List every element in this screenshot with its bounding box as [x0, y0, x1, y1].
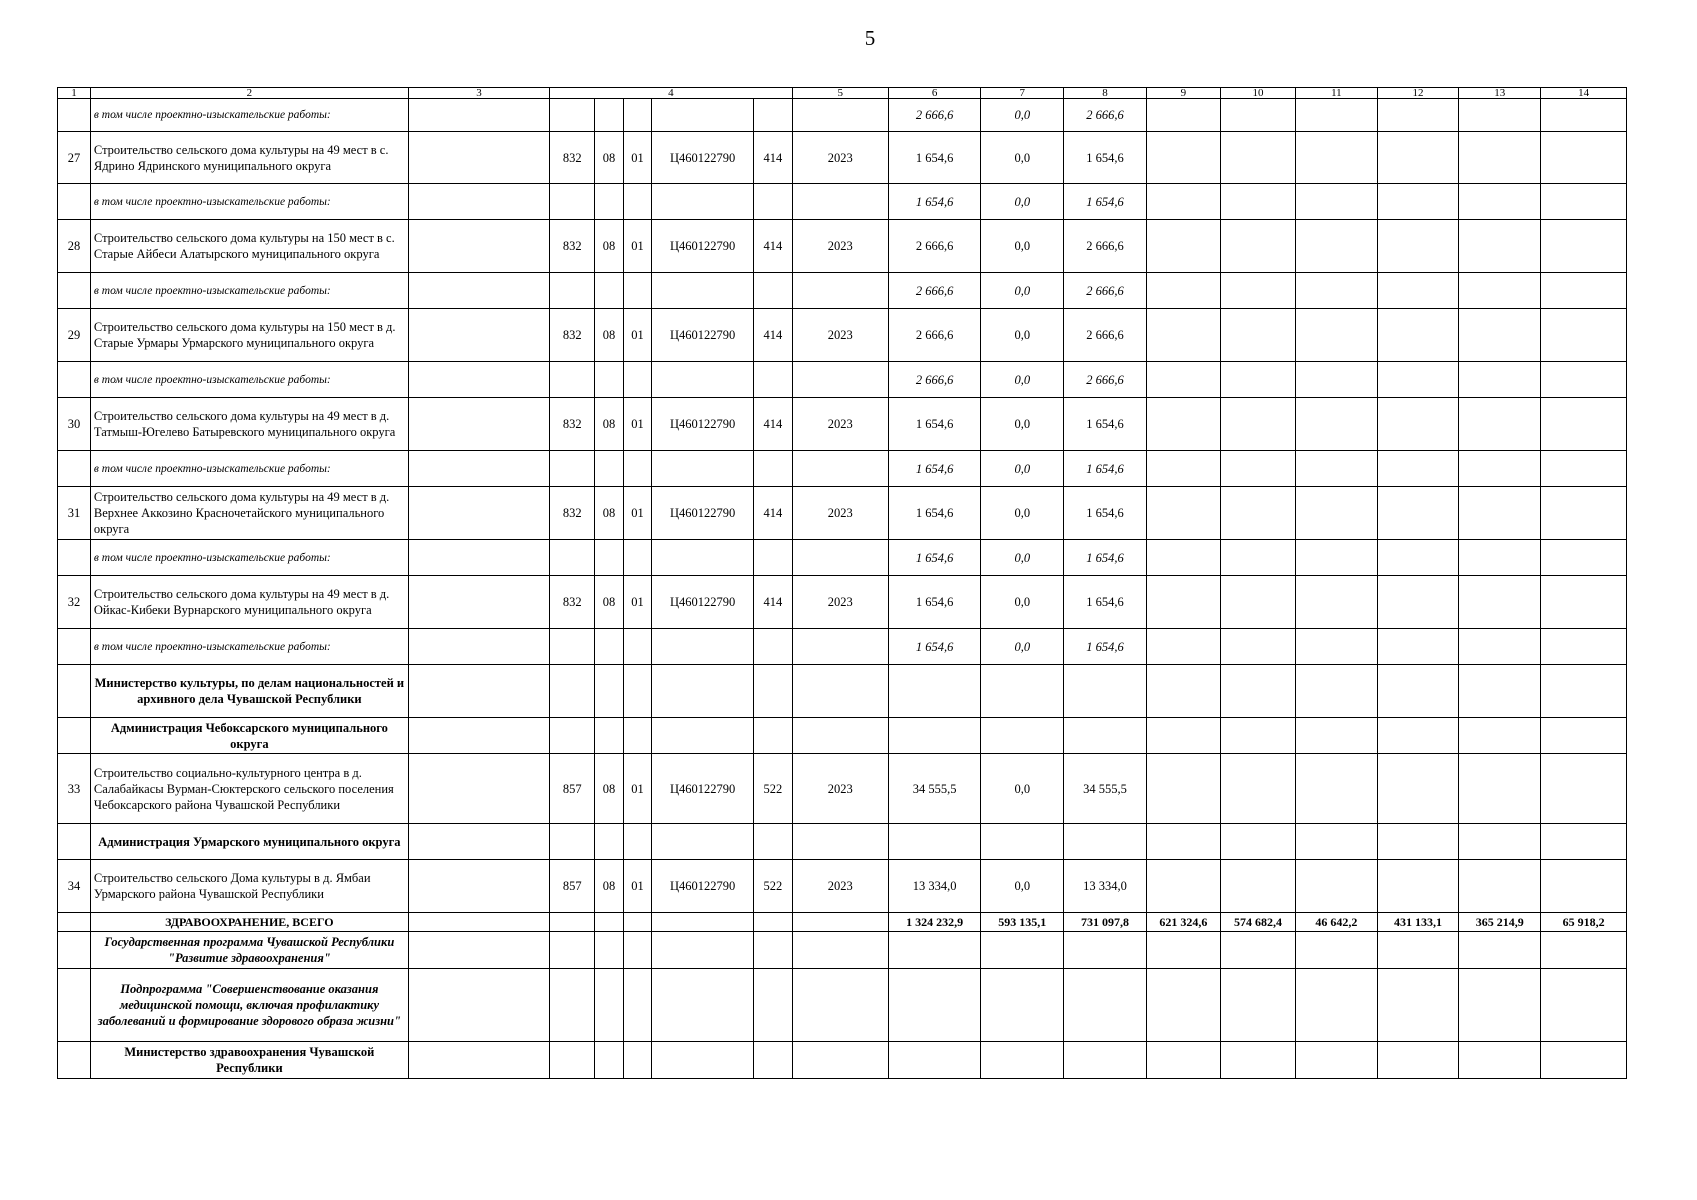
ministry-culture-heading: Министерство культуры, по делам национальностей и архивного дела Чувашской Республики [90, 665, 408, 718]
cell-vr: 522 [754, 754, 792, 824]
total-c11: 46 642,2 [1295, 913, 1377, 932]
row-number: 27 [58, 132, 91, 184]
program-heading: Государственная программа Чувашской Республики "Развитие здравоохранения" [90, 932, 408, 969]
cell-c6: 2 666,6 [889, 362, 981, 398]
total-c8: 731 097,8 [1064, 913, 1146, 932]
cell-vr: 414 [754, 220, 792, 273]
cell-rz: 08 [595, 398, 624, 451]
header-cell: 14 [1541, 88, 1627, 99]
cell-pr: 01 [623, 860, 652, 913]
budget-table [57, 87, 1627, 1079]
cell-c7: 0,0 [981, 754, 1064, 824]
table-row [58, 362, 1627, 398]
cell-year: 2023 [792, 487, 888, 540]
row-number: 28 [58, 220, 91, 273]
cell-c8: 1 654,6 [1064, 132, 1146, 184]
cell-c7: 0,0 [981, 860, 1064, 913]
table-row [58, 629, 1627, 665]
cell-c7: 0,0 [981, 398, 1064, 451]
cell-csr: Ц460122790 [652, 309, 754, 362]
cell-year: 2023 [792, 576, 888, 629]
cell-c6: 2 666,6 [889, 273, 981, 309]
header-cell: 9 [1146, 88, 1221, 99]
cell-vr: 414 [754, 309, 792, 362]
subline-label: в том числе проектно-изыскательские работы: [90, 540, 408, 576]
cell-pr: 01 [623, 576, 652, 629]
header-cell: 8 [1064, 88, 1146, 99]
cell-c8: 13 334,0 [1064, 860, 1146, 913]
cell-c6: 2 666,6 [889, 309, 981, 362]
subline-label: в том числе проектно-изыскательские работы: [90, 99, 408, 132]
cell-c6: 2 666,6 [889, 99, 981, 132]
cell-rz: 08 [595, 860, 624, 913]
header-cell: 10 [1221, 88, 1296, 99]
cell-c6: 1 654,6 [889, 487, 981, 540]
cell-pr: 01 [623, 309, 652, 362]
row-number: 34 [58, 860, 91, 913]
cell-c7: 0,0 [981, 362, 1064, 398]
total-c13: 365 214,9 [1459, 913, 1541, 932]
table-row [58, 718, 1627, 754]
cell-c6: 13 334,0 [889, 860, 981, 913]
cell-g: 857 [550, 860, 595, 913]
object-name: Строительство сельского дома культуры на 49 мест в д. Татмыш-Югелево Батыревского муниципального округа [90, 398, 408, 451]
total-c12: 431 133,1 [1377, 913, 1458, 932]
header-cell: 3 [408, 88, 549, 99]
cell-c8: 2 666,6 [1064, 362, 1146, 398]
cell-csr: Ц460122790 [652, 860, 754, 913]
object-name: Строительство сельского дома культуры на 150 мест в с. Старые Айбеси Алатырского муниципального округа [90, 220, 408, 273]
header-cell: 2 [90, 88, 408, 99]
cell-c7: 0,0 [981, 273, 1064, 309]
cell-c8: 1 654,6 [1064, 184, 1146, 220]
cell-c8: 2 666,6 [1064, 273, 1146, 309]
subline-label: в том числе проектно-изыскательские работы: [90, 451, 408, 487]
cell-csr: Ц460122790 [652, 132, 754, 184]
subline-label: в том числе проектно-изыскательские работы: [90, 362, 408, 398]
table-row [58, 309, 1627, 362]
cell-c7: 0,0 [981, 576, 1064, 629]
header-cell: 13 [1459, 88, 1541, 99]
object-name: Строительство сельского дома культуры на 49 мест в д. Верхнее Аккозино Красночетайского муниципального округа [90, 487, 408, 540]
table-row [58, 220, 1627, 273]
cell-rz: 08 [595, 132, 624, 184]
table-row [58, 969, 1627, 1042]
cell-year: 2023 [792, 860, 888, 913]
cell-vr: 414 [754, 487, 792, 540]
cell-rz: 08 [595, 220, 624, 273]
header-cell: 7 [981, 88, 1064, 99]
cell-csr: Ц460122790 [652, 754, 754, 824]
cell-g: 832 [550, 576, 595, 629]
admin-urmary-heading: Администрация Урмарского муниципального округа [90, 824, 408, 860]
ministry-health-heading: Министерство здравоохранения Чувашской Республики [90, 1042, 408, 1079]
cell-c8: 1 654,6 [1064, 398, 1146, 451]
header-cell: 11 [1295, 88, 1377, 99]
admin-cheboksary-heading: Администрация Чебоксарского муниципального округа [90, 718, 408, 754]
cell-g: 832 [550, 220, 595, 273]
cell-c8: 2 666,6 [1064, 309, 1146, 362]
cell-csr: Ц460122790 [652, 220, 754, 273]
header-cell: 6 [889, 88, 981, 99]
table-row [58, 824, 1627, 860]
row-number: 29 [58, 309, 91, 362]
total-label: ЗДРАВООХРАНЕНИЕ, ВСЕГО [90, 913, 408, 932]
cell-c8: 1 654,6 [1064, 487, 1146, 540]
cell-year: 2023 [792, 309, 888, 362]
cell-vr: 414 [754, 132, 792, 184]
cell-c6: 1 654,6 [889, 451, 981, 487]
cell-c6: 34 555,5 [889, 754, 981, 824]
cell-g: 832 [550, 487, 595, 540]
page-number: 5 [864, 26, 876, 50]
table-row [58, 132, 1627, 184]
cell-g: 832 [550, 132, 595, 184]
cell-pr: 01 [623, 754, 652, 824]
cell-c6: 1 654,6 [889, 132, 981, 184]
cell-c8: 34 555,5 [1064, 754, 1146, 824]
subprogram-heading: Подпрограмма "Совершенствование оказания медицинской помощи, включая профилактику заболеваний и формирование здорового образа жизни" [90, 969, 408, 1042]
cell-g: 832 [550, 309, 595, 362]
row-number: 31 [58, 487, 91, 540]
cell-c6: 2 666,6 [889, 220, 981, 273]
table-row [58, 665, 1627, 718]
table-row [58, 273, 1627, 309]
cell-pr: 01 [623, 132, 652, 184]
cell-g: 832 [550, 398, 595, 451]
cell-vr: 414 [754, 576, 792, 629]
table-row [58, 487, 1627, 540]
cell-c8: 1 654,6 [1064, 451, 1146, 487]
cell-c7: 0,0 [981, 451, 1064, 487]
table-row [58, 184, 1627, 220]
cell-c6: 1 654,6 [889, 184, 981, 220]
cell-g: 857 [550, 754, 595, 824]
total-c10: 574 682,4 [1221, 913, 1296, 932]
total-row [58, 913, 1627, 932]
total-c6: 1 324 232,9 [889, 913, 981, 932]
header-cell: 12 [1377, 88, 1458, 99]
object-name: Строительство сельского Дома культуры в д. Ямбаи Урмарского района Чувашской Республики [90, 860, 408, 913]
subline-label: в том числе проектно-изыскательские работы: [90, 629, 408, 665]
table-row [58, 860, 1627, 913]
cell-rz: 08 [595, 309, 624, 362]
total-c14: 65 918,2 [1541, 913, 1627, 932]
subline-label: в том числе проектно-изыскательские работы: [90, 273, 408, 309]
table-row [58, 932, 1627, 969]
object-name: Строительство сельского дома культуры на 49 мест в с. Ядрино Ядринского муниципального округа [90, 132, 408, 184]
cell-csr: Ц460122790 [652, 487, 754, 540]
row-number: 32 [58, 576, 91, 629]
cell-vr: 522 [754, 860, 792, 913]
cell-rz: 08 [595, 754, 624, 824]
cell-csr: Ц460122790 [652, 398, 754, 451]
cell-pr: 01 [623, 487, 652, 540]
cell-c6: 1 654,6 [889, 398, 981, 451]
cell-c8: 1 654,6 [1064, 540, 1146, 576]
table-row [58, 576, 1627, 629]
table-row [58, 540, 1627, 576]
cell-c7: 0,0 [981, 487, 1064, 540]
cell-c7: 0,0 [981, 132, 1064, 184]
row-number: 33 [58, 754, 91, 824]
total-c7: 593 135,1 [981, 913, 1064, 932]
cell-c8: 1 654,6 [1064, 576, 1146, 629]
table-row [58, 99, 1627, 132]
cell-pr: 01 [623, 398, 652, 451]
cell-year: 2023 [792, 398, 888, 451]
cell-c7: 0,0 [981, 629, 1064, 665]
header-cell: 5 [792, 88, 888, 99]
table-row [58, 451, 1627, 487]
object-name: Строительство сельского дома культуры на 49 мест в д. Ойкас-Кибеки Вурнарского муниципального округа [90, 576, 408, 629]
table-row [58, 754, 1627, 824]
cell-vr: 414 [754, 398, 792, 451]
cell-c7: 0,0 [981, 99, 1064, 132]
subline-label: в том числе проектно-изыскательские работы: [90, 184, 408, 220]
row-number: 30 [58, 398, 91, 451]
object-name: Строительство социально-культурного центра в д. Салабайкасы Вурман-Сюктерского сельского поселения Чебоксарского района Чувашской Республики [90, 754, 408, 824]
cell-c8: 1 654,6 [1064, 629, 1146, 665]
header-cell: 1 [58, 88, 91, 99]
cell-year: 2023 [792, 132, 888, 184]
header-row [58, 88, 1627, 99]
cell-rz: 08 [595, 487, 624, 540]
cell-year: 2023 [792, 754, 888, 824]
cell-c6: 1 654,6 [889, 576, 981, 629]
cell-year: 2023 [792, 220, 888, 273]
cell-c7: 0,0 [981, 220, 1064, 273]
cell-c7: 0,0 [981, 309, 1064, 362]
cell-c8: 2 666,6 [1064, 99, 1146, 132]
cell-c7: 0,0 [981, 540, 1064, 576]
object-name: Строительство сельского дома культуры на 150 мест в д. Старые Урмары Урмарского муниципального округа [90, 309, 408, 362]
cell-rz: 08 [595, 576, 624, 629]
cell-csr: Ц460122790 [652, 576, 754, 629]
table-row [58, 398, 1627, 451]
cell-c7: 0,0 [981, 184, 1064, 220]
cell-pr: 01 [623, 220, 652, 273]
cell-c6: 1 654,6 [889, 629, 981, 665]
cell-c8: 2 666,6 [1064, 220, 1146, 273]
cell-c6: 1 654,6 [889, 540, 981, 576]
total-c9: 621 324,6 [1146, 913, 1221, 932]
header-cell: 4 [550, 88, 792, 99]
table-row [58, 1042, 1627, 1079]
